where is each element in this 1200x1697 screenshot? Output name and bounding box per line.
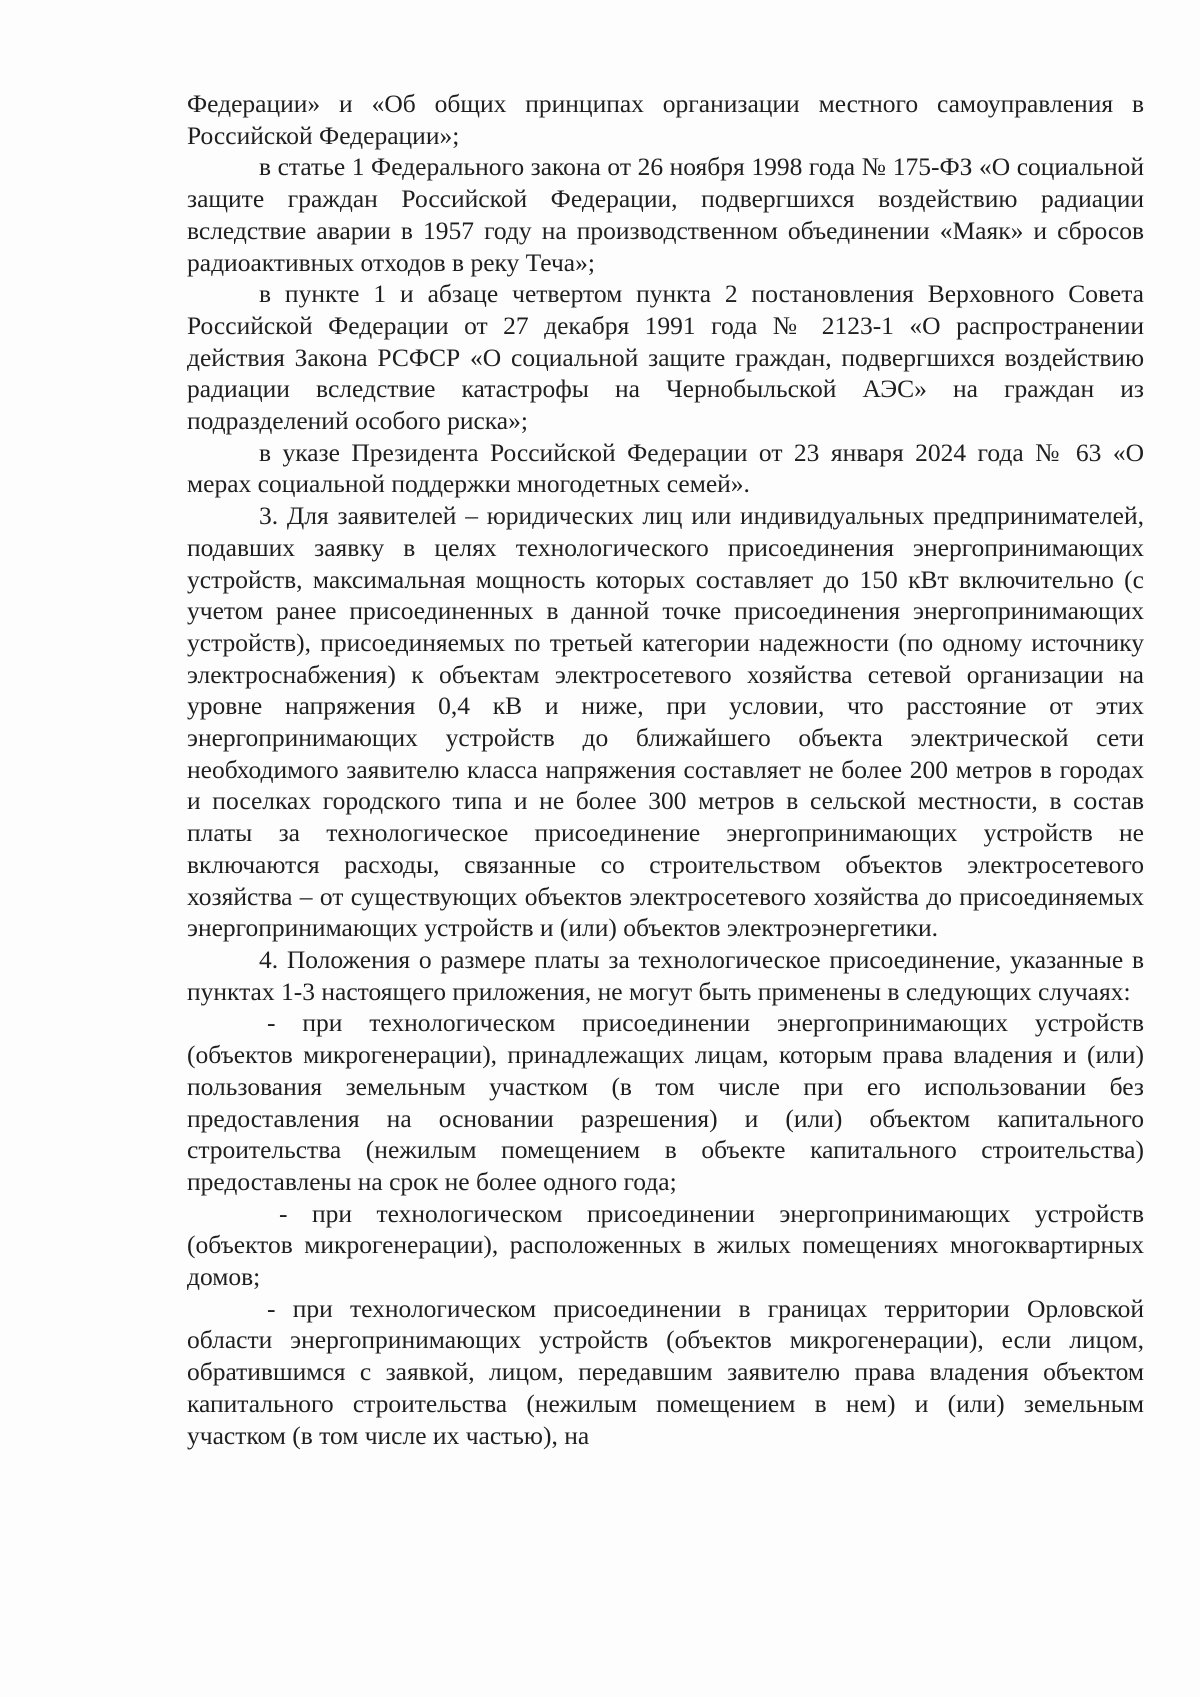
paragraph-law-175fz: в статье 1 Федерального закона от 26 ноября 1998 года № 175-ФЗ «О социальной защите граждан Российской Федерации, подвергшихся воздействию радиации вследствие аварии в 1957 году на производственном объединении «Маяк» и сбросов радиоактивных отходов в реку Теча»; bbox=[187, 152, 1144, 277]
paragraph-case-2: - при технологическом присоединении энергопринимающих устройств (объектов микрогенерации), расположенных в жилых помещениях многоквартирных домов; bbox=[187, 1198, 1144, 1292]
paragraph-item-4: 4. Положения о размере платы за технологическое присоединение, указанные в пунктах 1-3 настоящего приложения, не могут быть применены в следующих случаях: bbox=[187, 944, 1144, 1006]
document-body bbox=[187, 88, 1144, 1451]
paragraph-item-3: 3. Для заявителей – юридических лиц или индивидуальных предпринимателей, подавших заявку в целях технологического присоединения энергопринимающих устройств, максимальная мощность которых составляет до 150 кВт включительно (с учетом ранее присоединенных в данной точке присоединения энергопринимающих устройств), присоединяемых по третьей категории надежности (по одному источнику электроснабжения) к объектам электросетевого хозяйства сетевой организации на уровне напряжения 0,4 кВ и ниже, при условии, что расстояние от этих энергопринимающих устройств до ближайшего объекта электрической сети необходимого заявителю класса напряжения составляет не более 200 метров в городах и поселках городского типа и не более 300 метров в сельской местности, в состав платы за технологическое присоединение энергопринимающих устройств не включаются расходы, связанные со строительством объектов электросетевого хозяйства – от существующих объектов электросетевого хозяйства до присоединяемых энергопринимающих устройств и (или) объектов электроэнергетики. bbox=[187, 501, 1144, 943]
paragraph-continuation: Федерации» и «Об общих принципах организации местного самоуправления в Российской Федерации»; bbox=[187, 89, 1144, 150]
paragraph-case-3: - при технологическом присоединении в границах территории Орловской области энергопринимающих устройств (объектов микрогенерации), если лицом, обратившимся с заявкой, лицом, передавшим заявителю права владения объектом капитального строительства (нежилым помещением в нем) и (или) земельным участком (в том числе их частью), на bbox=[187, 1293, 1144, 1450]
paragraph-resolution-2123-1: в пункте 1 и абзаце четвертом пункта 2 постановления Верховного Совета Российской Федерации от 27 декабря 1991 года № 2123-1 «О распространении действия Закона РСФСР «О социальной защите граждан, подвергшихся воздействию радиации вследствие катастрофы на Чернобыльской АЭС» на граждан из подразделений особого риска»; bbox=[187, 279, 1144, 436]
paragraph-decree-63: в указе Президента Российской Федерации от 23 января 2024 года № 63 «О мерах социальной поддержки многодетных семей». bbox=[187, 437, 1144, 499]
paragraph-case-1: - при технологическом присоединении энергопринимающих устройств (объектов микрогенерации), принадлежащих лицам, которым права владения и (или) пользования земельным участком (в том числе при его использовании без предоставления на основании разрешения) и (или) объектом капитального строительства (нежилым помещением в объекте капитального строительства) предоставлены на срок не более одного года; bbox=[187, 1008, 1144, 1196]
